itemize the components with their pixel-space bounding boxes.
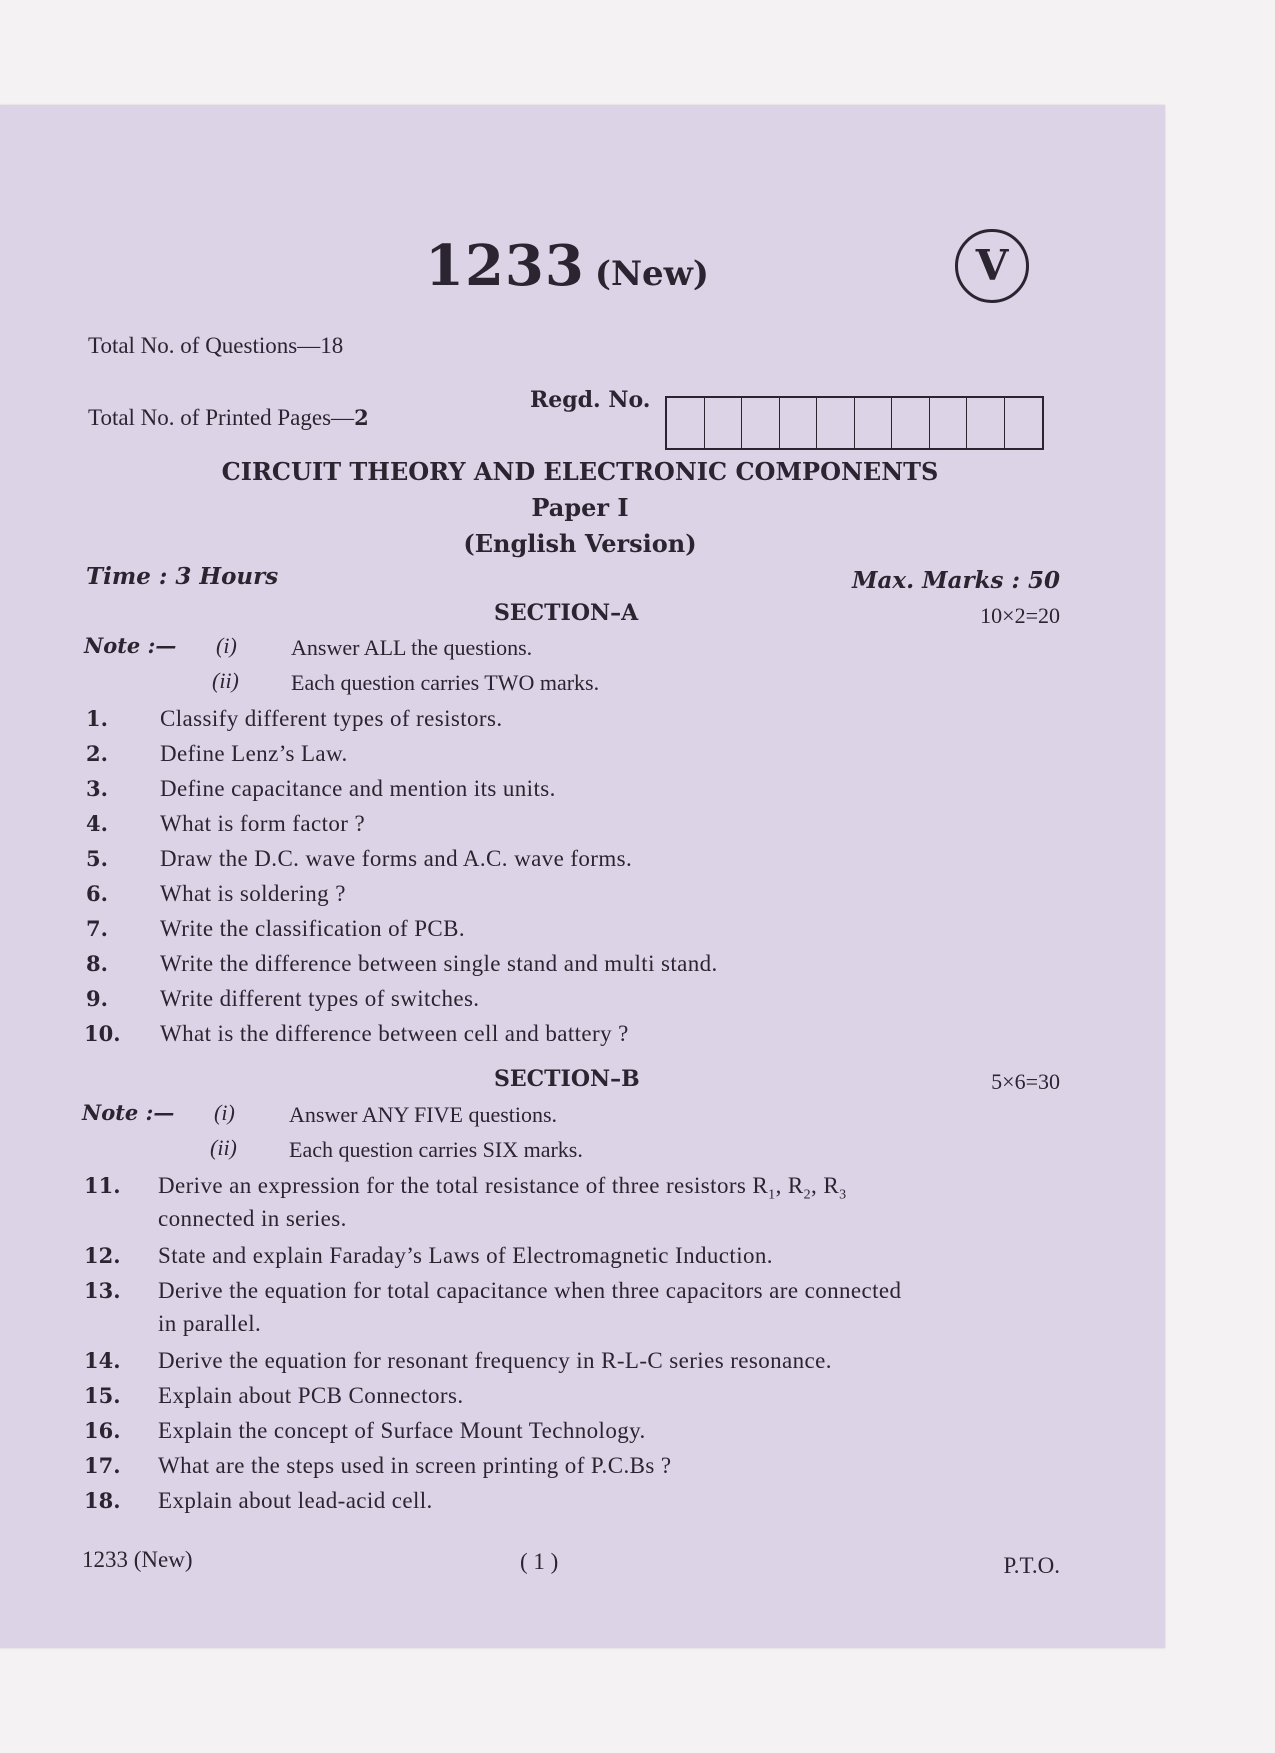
section-a-note-2: Each question carries TWO marks.	[291, 670, 600, 695]
section-b-note-2: Each question carries SIX marks.	[289, 1137, 583, 1162]
question-text: What is form factor ?	[160, 811, 366, 836]
section-a-marks: 10×2=20	[980, 603, 1060, 628]
section-a-note-1-num: (i)	[216, 633, 237, 658]
question-text: What is soldering ?	[160, 881, 346, 906]
section-b-marks: 5×6=30	[991, 1069, 1060, 1094]
section-b-note-1: Answer ANY FIVE questions.	[289, 1102, 558, 1127]
question-text: Explain about lead-acid cell.	[158, 1488, 433, 1513]
question-text: Write different types of switches.	[160, 986, 480, 1011]
question-number: 18.	[84, 1488, 121, 1513]
question-text: Write the classification of PCB.	[160, 916, 466, 941]
question-text: Define Lenz’s Law.	[160, 741, 348, 766]
total-questions: Total No. of Questions—18	[88, 333, 344, 358]
regd-no-label: Regd. No.	[530, 387, 651, 413]
section-b-note-2-num: (ii)	[210, 1135, 237, 1160]
regd-no-boxes[interactable]	[665, 396, 1044, 450]
footer-page-number: ( 1 )	[520, 1549, 559, 1574]
question-number: 13.	[84, 1278, 121, 1303]
question-text: State and explain Faraday’s Laws of Electromagnetic Induction.	[158, 1243, 773, 1268]
question-number: 14.	[84, 1348, 121, 1373]
section-b-note-label: Note :—	[82, 1100, 175, 1125]
question-number: 12.	[84, 1243, 121, 1268]
question-text: Classify different types of resistors.	[160, 706, 503, 731]
max-marks: Max. Marks : 50	[852, 567, 1060, 594]
question-number: 5.	[86, 846, 108, 871]
question-text: What is the difference between cell and battery ?	[160, 1021, 629, 1046]
question-text: Define capacitance and mention its units.	[160, 776, 556, 801]
section-b-title: SECTION–B	[494, 1066, 640, 1092]
question-text: Draw the D.C. wave forms and A.C. wave forms.	[160, 846, 633, 871]
paper-code-title: 1233 (New)	[425, 233, 710, 299]
question-number: 3.	[86, 776, 108, 801]
question-text: Derive the equation for total capacitance when three capacitors are connected	[158, 1278, 902, 1303]
question-number: 16.	[84, 1418, 121, 1443]
section-a-title: SECTION–A	[494, 600, 639, 626]
question-number: 7.	[86, 916, 108, 941]
question-number: 11.	[84, 1173, 121, 1198]
question-text-continued: in parallel.	[158, 1311, 262, 1336]
subject-title: CIRCUIT THEORY AND ELECTRONIC COMPONENTS	[221, 457, 939, 486]
question-text: Derive the equation for resonant frequency in R-L-C series resonance.	[158, 1348, 832, 1373]
time-allowed: Time : 3 Hours	[86, 563, 279, 590]
footer-pto: P.T.O.	[1003, 1553, 1060, 1578]
exam-paper-page	[0, 105, 1165, 1648]
section-a-note-1: Answer ALL the questions.	[291, 635, 533, 660]
question-number: 1.	[86, 706, 108, 731]
question-text-continued: connected in series.	[158, 1206, 347, 1231]
question-number: 6.	[86, 881, 108, 906]
version-badge: V	[955, 229, 1029, 303]
question-text: Explain about PCB Connectors.	[158, 1383, 464, 1408]
total-printed-pages: Total No. of Printed Pages—2	[88, 405, 369, 430]
language-version: (English Version)	[463, 529, 697, 558]
question-number: 9.	[86, 986, 108, 1011]
question-number: 17.	[84, 1453, 121, 1478]
question-number: 2.	[86, 741, 108, 766]
section-b-note-1-num: (i)	[214, 1100, 235, 1125]
question-number: 4.	[86, 811, 108, 836]
section-a-note-label: Note :—	[84, 633, 177, 658]
question-number: 10.	[84, 1021, 121, 1046]
paper-number: Paper I	[531, 493, 629, 522]
question-text: Explain the concept of Surface Mount Technology.	[158, 1418, 646, 1443]
question-number: 8.	[86, 951, 108, 976]
question-text: Derive an expression for the total resistance of three resistors $R_1$, $R_2$, $R_3$	[158, 1173, 847, 1203]
question-number: 15.	[84, 1383, 121, 1408]
question-text: Write the difference between single stand and multi stand.	[160, 951, 718, 976]
section-a-note-2-num: (ii)	[212, 668, 239, 693]
question-text: What are the steps used in screen printing of P.C.Bs ?	[158, 1453, 672, 1478]
footer-paper-code: 1233 (New)	[82, 1547, 193, 1572]
